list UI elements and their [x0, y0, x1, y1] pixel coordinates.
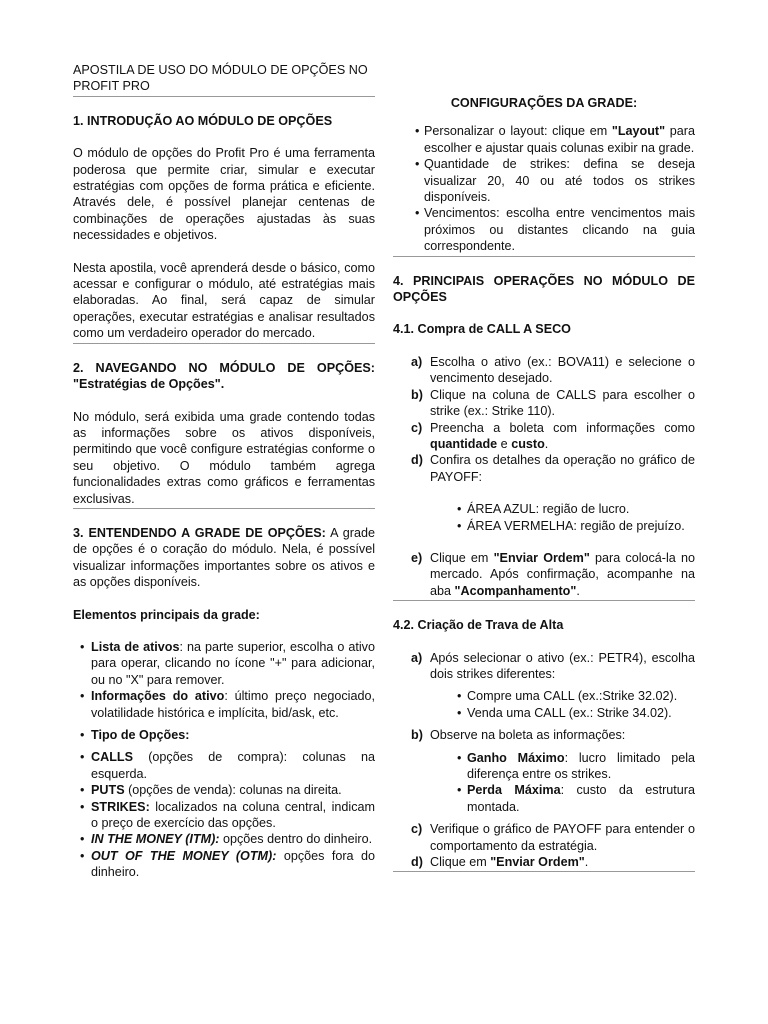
divider: [393, 871, 695, 872]
list-item: • ÁREA AZUL: região de lucro.: [457, 502, 630, 517]
option-types-list: [73, 749, 375, 880]
list-item: • Quantidade de strikes: defina se deseja visualizar 20, 40 ou até todos os strikes disponíveis.: [415, 157, 695, 205]
call-steps-list-cont: [393, 550, 695, 599]
right-column: [393, 95, 695, 872]
trava-steps-list: [393, 650, 695, 683]
call-steps-list: [393, 354, 695, 485]
list-item: • Tipo de Opções:: [80, 728, 190, 742]
elements-heading: Elementos principais da grade:: [73, 607, 260, 622]
section-4-2-heading: 4.2. Criação de Trava de Alta: [393, 618, 564, 633]
section-1-heading: 1. INTRODUÇÃO AO MÓDULO DE OPÇÕES: [73, 113, 333, 128]
list-item: a) Escolha o ativo (ex.: BOVA11) e selecione o vencimento desejado.: [411, 354, 695, 386]
list-item: d) Confira os detalhes da operação no gráfico de PAYOFF:: [411, 453, 695, 484]
list-item: • Informações do ativo: último preço negociado, volatilidade histórica e implícita, bid/ask, etc.: [80, 689, 375, 720]
list-item: • Compre uma CALL (ex.:Strike 32.02).: [457, 689, 678, 704]
list-item: • PUTS (opções de venda): colunas na direita.: [80, 783, 342, 798]
config-heading: CONFIGURAÇÕES DA GRADE:: [450, 96, 638, 110]
elements-list: [73, 639, 375, 743]
list-item: • Lista de ativos: na parte superior, escolha o ativo para operar, clicando no ícone "+" para adicionar, ou no "X" para remover.: [80, 639, 375, 687]
trava-steps-list-cd: [393, 821, 695, 870]
list-item: a) Após selecionar o ativo (ex.: PETR4), escolha dois strikes diferentes:: [411, 650, 695, 681]
boleta-info-list: [393, 750, 695, 816]
section-2-paragraph: No módulo, será exibida uma grade contendo todas as informações sobre os ativos disponíveis, permitindo que você configure estratégias conforme o seu objetivo. O módulo também agrega funcionalidades extras como gráficos e ferramentas exclusivas.: [73, 409, 375, 506]
list-item: e) Clique em "Enviar Ordem" para colocá-la no mercado. Após confirmação, acompanhe na aba "Acompanhamento".: [411, 550, 695, 598]
list-item: • Ganho Máximo: lucro limitado pela diferença entre os strikes.: [457, 750, 696, 781]
section-3-paragraph: 3. ENTENDENDO A GRADE DE OPÇÕES: A grade de opções é o coração do módulo. Nela, é possível visualizar informações importantes sobre os ativos e as opções disponíveis.: [73, 525, 376, 590]
section-4-1-heading: 4.1. Compra de CALL A SECO: [393, 322, 571, 337]
list-item: c) Preencha a boleta com informações como quantidade e custo.: [411, 420, 695, 451]
list-item: • CALLS (opções de compra): colunas na esquerda.: [80, 750, 375, 781]
list-item: • OUT OF THE MONEY (OTM): opções fora do dinheiro.: [80, 848, 375, 880]
document-title: APOSTILA DE USO DO MÓDULO DE OPÇÕES NO PROFIT PRO: [73, 63, 368, 94]
list-item: • IN THE MONEY (ITM): opções dentro do dinheiro.: [80, 832, 373, 847]
list-item: • STRIKES: localizados na coluna central, indicam o preço de exercício das opções.: [80, 799, 375, 831]
left-column: [73, 62, 375, 881]
trava-steps-list-b: [393, 727, 695, 743]
payoff-areas-list: [393, 501, 695, 534]
list-item: b) Observe na boleta as informações:: [411, 728, 626, 743]
list-item: c) Verifique o gráfico de PAYOFF para entender o comportamento da estratégia.: [411, 822, 695, 853]
section-1-paragraph-2: Nesta apostila, você aprenderá desde o básico, como acessar e configurar o módulo, até estratégias mais elaboradas. Ao final, será capaz de simular operações, executar estratégias e analisar resultados como um verdadeiro operador do mercado.: [73, 260, 375, 341]
list-item: • Perda Máxima: custo da estrutura montada.: [457, 783, 695, 814]
section-2-heading: 2. NAVEGANDO NO MÓDULO DE OPÇÕES: "Estratégias de Opções".: [73, 360, 375, 392]
section-3-heading: 3. ENTENDENDO A GRADE DE OPÇÕES:: [73, 525, 326, 540]
strikes-list: [393, 688, 695, 721]
list-item: • ÁREA VERMELHA: região de prejuízo.: [457, 518, 685, 533]
list-item: • Venda uma CALL (ex.: Strike 34.02).: [457, 705, 672, 720]
section-4-heading: 4. PRINCIPAIS OPERAÇÕES NO MÓDULO DE OPÇÕES: [393, 273, 695, 305]
list-item: d) Clique em "Enviar Ordem".: [411, 855, 589, 870]
section-1-paragraph-1: O módulo de opções do Profit Pro é uma ferramenta poderosa que permite criar, simular e executar estratégias com opções de forma prática e eficiente. Através dele, é possível planejar centenas de combinações de operações ajustadas às suas necessidades e objetivos.: [73, 146, 375, 243]
list-item: • Personalizar o layout: clique em "Layout" para escolher e ajustar quais colunas exibir na grade.: [415, 124, 695, 155]
list-item: b) Clique na coluna de CALLS para escolher o strike (ex.: Strike 110).: [411, 387, 695, 419]
list-item: • Vencimentos: escolha entre vencimentos mais próximos ou distantes clicando na guia correspondente.: [415, 206, 695, 254]
config-list: [393, 123, 695, 254]
